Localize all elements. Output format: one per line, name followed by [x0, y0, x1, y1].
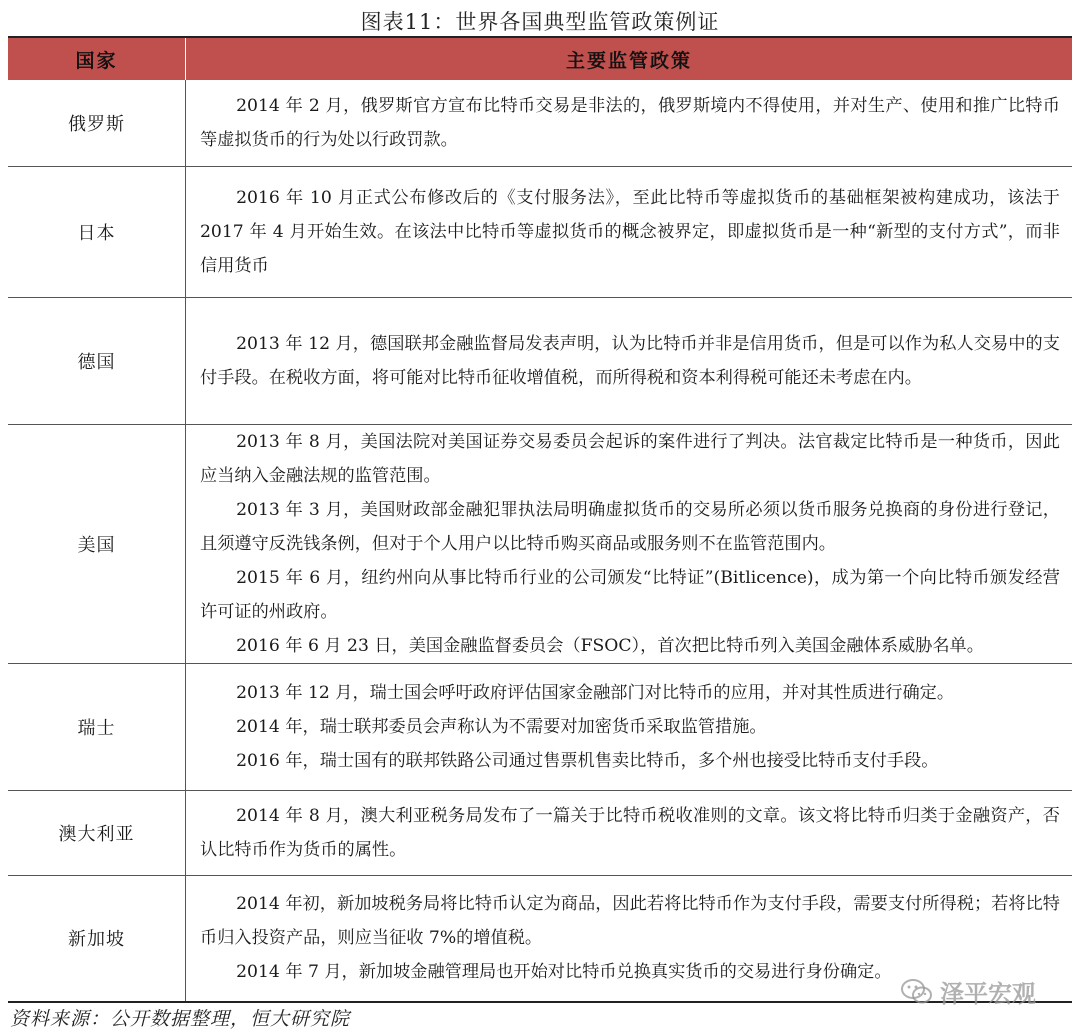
- policy-paragraph: 2013 年 3 月，美国财政部金融犯罪执法局明确虚拟货币的交易所必须以货币服务兑换商的身份进行登记，且须遵守反洗钱条例，但对于个人用户以比特币购买商品或服务则不在监管范围内。: [200, 499, 1060, 554]
- row-country: 德国: [8, 297, 186, 424]
- row-policy: [186, 166, 1073, 297]
- policy-paragraph: 2014 年 8 月，澳大利亚税务局发布了一篇关于比特币税收准则的文章。该文将比特币归类于金融资产，否认比特币作为货币的属性。: [200, 805, 1060, 860]
- table-row: [8, 166, 1072, 297]
- header-country: 国家: [8, 38, 186, 80]
- watermark: [900, 974, 1036, 1009]
- table-row: [8, 424, 1072, 663]
- policy-paragraph: 2013 年 8 月，美国法院对美国证券交易委员会起诉的案件进行了判决。法官裁定比特币是一种货币，因此应当纳入金融法规的监管范围。: [200, 431, 1060, 486]
- row-country: 新加坡: [8, 875, 186, 1002]
- policy-paragraph: 2015 年 6 月，纽约州向从事比特币行业的公司颁发“比特证”(Bitlicence)，成为第一个向比特币颁发经营许可证的州政府。: [200, 567, 1060, 622]
- table-row: [8, 80, 1072, 166]
- row-policy: [186, 790, 1073, 875]
- table-row: [8, 297, 1072, 424]
- row-country: 瑞士: [8, 663, 186, 790]
- row-policy: [186, 424, 1073, 663]
- policy-paragraph: 2016 年 10 月正式公布修改后的《支付服务法》，至此比特币等虚拟货币的基础框架被构建成功，该法于 2017 年 4 月开始生效。在该法中比特币等虚拟货币的概念被界定，即虚拟货币是一种“新型的支付方式”，而非信用货币: [200, 187, 1060, 276]
- table-header-row: [8, 38, 1072, 80]
- wechat-icon: [900, 977, 934, 1007]
- policy-paragraph: 2014 年 2 月，俄罗斯官方宣布比特币交易是非法的，俄罗斯境内不得使用，并对生产、使用和推广比特币等虚拟货币的行为处以行政罚款。: [200, 95, 1060, 150]
- policy-paragraph: 2014 年，瑞士联邦委员会声称认为不需要对加密货币采取监管措施。: [236, 716, 767, 737]
- header-policy: 主要监管政策: [186, 38, 1073, 80]
- figure-title: 图表11：世界各国典型监管政策例证: [360, 10, 720, 34]
- policy-paragraph: 2013 年 12 月，瑞士国会呼吁政府评估国家金融部门对比特币的应用，并对其性质进行确定。: [236, 682, 955, 703]
- row-country: 日本: [8, 166, 186, 297]
- policy-paragraph: 2013 年 12 月，德国联邦金融监督局发表声明，认为比特币并非是信用货币，但是可以作为私人交易中的支付手段。在税收方面，将可能对比特币征收增值税，而所得税和资本利得税可能还未考虑在内。: [200, 333, 1060, 388]
- policy-table: [8, 38, 1072, 1003]
- policy-table-container: [8, 36, 1072, 1003]
- source-note: 资料来源：公开数据整理，恒大研究院: [10, 1008, 351, 1030]
- row-policy: [186, 80, 1073, 166]
- row-country: 俄罗斯: [8, 80, 186, 166]
- policy-paragraph: 2014 年 7 月，新加坡金融管理局也开始对比特币兑换真实货币的交易进行身份确定。: [236, 962, 892, 983]
- watermark-text: 泽平宏观: [940, 980, 1036, 1008]
- policy-paragraph: 2016 年 6 月 23 日，美国金融监督委员会（FSOC），首次把比特币列入美国金融体系威胁名单。: [236, 635, 984, 656]
- policy-paragraph: 2016 年，瑞士国有的联邦铁路公司通过售票机售卖比特币，多个州也接受比特币支付手段。: [236, 750, 939, 771]
- row-policy: [186, 663, 1073, 790]
- row-country: 澳大利亚: [8, 790, 186, 875]
- row-policy: [186, 297, 1073, 424]
- policy-paragraph: 2014 年初，新加坡税务局将比特币认定为商品，因此若将比特币作为支付手段，需要支付所得税；若将比特币归入投资产品，则应当征收 7%的增值税。: [200, 894, 1060, 949]
- row-country: 美国: [8, 424, 186, 663]
- table-row: [8, 790, 1072, 875]
- table-row: [8, 663, 1072, 790]
